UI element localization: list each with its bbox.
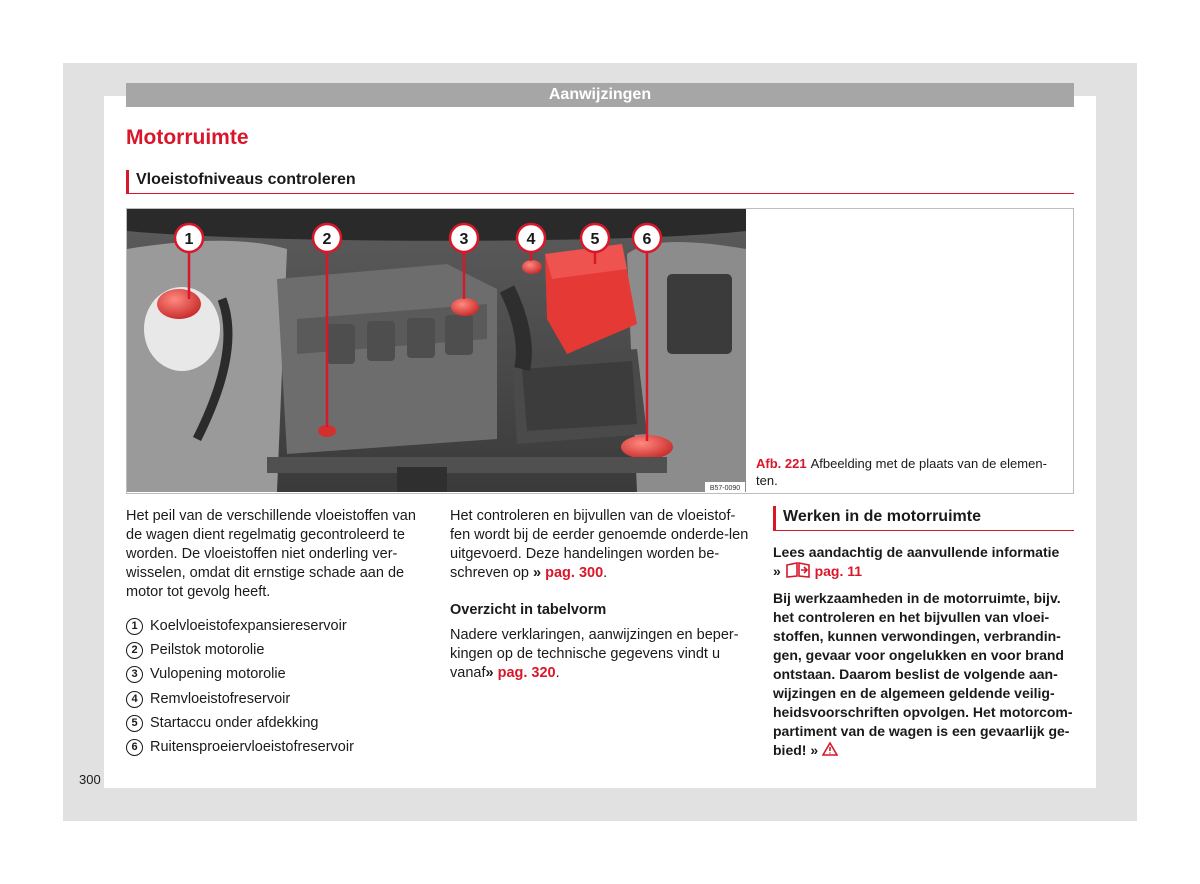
warning-text: Bij werkzaamheden in de motorruimte, bijv. het controleren en het bijvullen van vloei-stoffen, kunnen verwondingen, verbrandin-gen, gevaar voor ongelukken en voor brand ontstaan. Daarom beslist de volgende aan-wijzingen en de algemeen geldende veilig-heidsvoorschriften opvolgen. Het motorcom-partiment van de wagen is een gevaarlijk ge-bied! [773,590,1073,758]
list-item [126,638,426,662]
callout-4 [517,224,545,252]
book-icon [785,562,811,578]
figure-label: Afb. 221 [756,456,807,471]
component-list [126,614,426,760]
list-item [126,663,426,687]
column-3 [773,506,1074,760]
list-item-label: Koelvloeistofexpansiereservoir [150,617,347,634]
page-number: 300 [79,772,101,787]
table-overview-heading: Overzicht in tabelvorm [450,602,607,618]
period: . [603,565,608,581]
svg-text:6: 6 [642,231,652,248]
svg-text:4: 4 [526,231,536,248]
ref-label: pag. 320 [497,665,556,681]
column-1 [126,507,426,760]
page-title: Motorruimte [126,126,249,149]
ref-arrow: » [485,665,494,681]
callout-3 [450,224,478,252]
period: . [555,665,560,681]
list-item [126,735,426,759]
list-item [126,614,426,638]
list-item-label: Peilstok motorolie [150,641,265,658]
number-badge: 5 [126,715,143,732]
ref-arrow: » [773,563,781,579]
svg-text:3: 3 [459,231,469,248]
callout-2 [313,224,341,252]
ref-label: pag. 11 [814,563,863,579]
section-title: Vloeistofniveaus controleren [126,170,1074,194]
warning-triangle-icon [822,742,838,756]
figure-code: B57-0090 [709,485,741,492]
list-item-label: Remvloeistofreservoir [150,690,291,707]
list-item-label: Ruitensproeiervloeistofreservoir [150,739,354,756]
callout-1 [175,224,203,252]
svg-text:2: 2 [322,231,332,248]
continue-arrow: » [810,742,819,758]
list-item-label: Vulopening motorolie [150,666,286,683]
intro-paragraph: Het peil van de verschillende vloeistoffen van de wagen dient regelmatig gecontroleerd te worden. De vloeistoffen niet onderling ver-wisselen, omdat dit ernstige schade aan de motor tot gevolg heeft. [126,508,416,600]
svg-text:1: 1 [184,231,194,248]
number-badge: 6 [126,739,143,756]
number-badge: 4 [126,691,143,708]
chapter-header: Aanwijzingen [126,83,1074,107]
warning-paragraph [773,589,1074,760]
figure-caption-text: Afbeelding met de plaats van de elemen-ten. [756,456,1047,488]
svg-text:5: 5 [590,231,600,248]
figure-caption [756,455,1066,489]
table-paragraph [450,626,750,683]
callout-6 [633,224,661,252]
ref-label: pag. 300 [545,565,604,581]
list-item [126,711,426,735]
callout-5 [581,224,609,252]
number-badge: 3 [126,666,143,683]
table-text: Nadere verklaringen, aanwijzingen en beper-kingen op de technische gegevens vindt u vanaf [450,627,739,681]
page-300-link[interactable] [533,565,603,581]
column-2 [450,507,750,683]
warning-section-title: Werken in de motorruimte [773,506,1074,531]
number-badge: 1 [126,618,143,635]
number-badge: 2 [126,642,143,659]
check-paragraph [450,507,750,583]
engine-bay-photo [127,209,746,492]
ref-arrow: » [533,565,542,581]
list-item [126,687,426,711]
list-item-label: Startaccu onder afdekking [150,714,319,731]
info-line [773,543,1074,581]
info-text: Lees aandachtig de aanvullende informatie [773,544,1060,560]
check-text: Het controleren en bijvullen van de vloeistof-fen wordt bij de eerder genoemde onderde-len uitgevoerd. Deze handelingen worden be-schreven op [450,508,749,581]
page-320-link[interactable] [485,665,555,681]
page-11-link[interactable] [773,563,862,579]
